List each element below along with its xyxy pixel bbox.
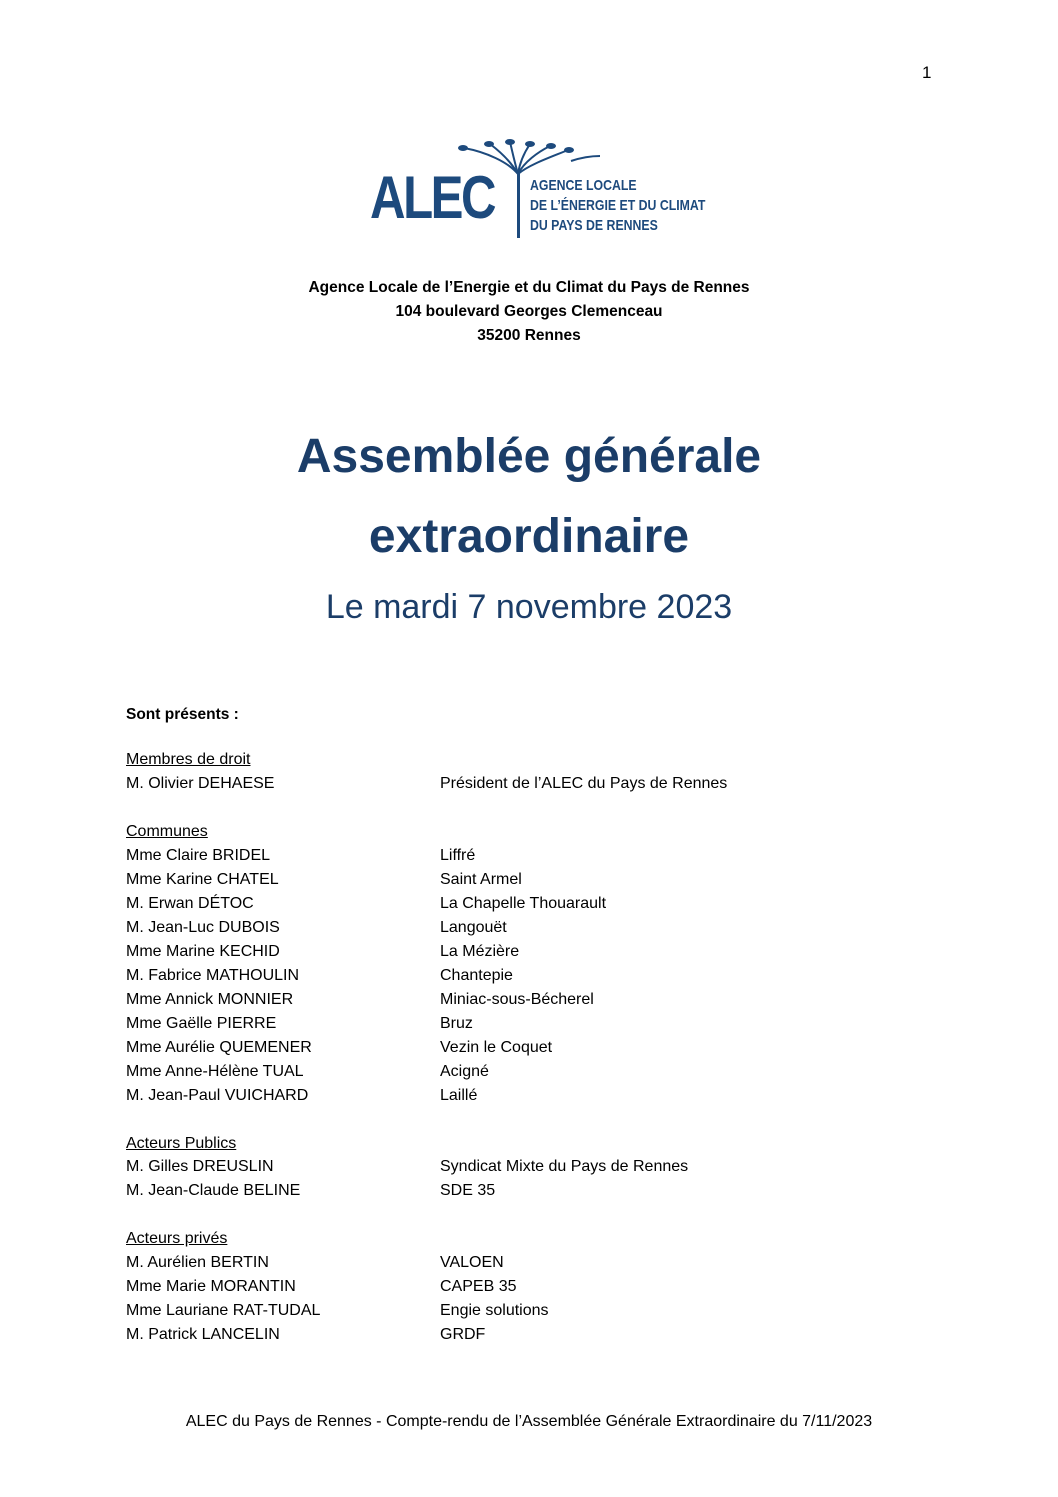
attendee-name: M. Fabrice MATHOULIN (126, 967, 300, 984)
page-number: 1 (922, 63, 932, 82)
attendee-name: Mme Gaëlle PIERRE (126, 1015, 277, 1032)
org-city: 35200 Rennes (477, 327, 581, 344)
page-title-line2: extraordinaire (368, 510, 690, 563)
attendee-name: M. Jean-Claude BELINE (126, 1182, 301, 1199)
attendee-role: GRDF (440, 1326, 486, 1343)
page-footer: ALEC du Pays de Rennes - Compte-rendu de l’Assemblée Générale Extraordinaire du 7/11/2023 (185, 1413, 873, 1430)
attendee-name: Mme Karine CHATEL (126, 871, 279, 888)
attendee-role: Saint Armel (440, 871, 522, 888)
section-title: Acteurs Publics (126, 1135, 237, 1152)
page-title-line1: Assemblée générale (296, 430, 762, 483)
attendee-role: SDE 35 (440, 1182, 496, 1199)
attendee-name: Mme Anne-Hélène TUAL (126, 1063, 304, 1080)
logo-line: DE L’ÉNERGIE ET DU CLIMAT (530, 197, 706, 214)
attendee-role: Langouët (440, 919, 507, 936)
attendee-role: Engie solutions (440, 1302, 549, 1319)
section-title: Membres de droit (126, 751, 251, 768)
logo-stem (517, 172, 520, 238)
attendee-role: La Chapelle Thouarault (440, 895, 607, 912)
attendee-name: Mme Aurélie QUEMENER (126, 1039, 312, 1056)
attendee-name: M. Olivier DEHAESE (126, 775, 275, 792)
attendee-role: La Mézière (440, 943, 520, 960)
attendee-role: Bruz (440, 1015, 473, 1032)
attendee-name: Mme Annick MONNIER (126, 991, 294, 1008)
attendee-role: Laillé (440, 1087, 478, 1104)
attendee-name: Mme Marine KECHID (126, 943, 280, 960)
section-title: Communes (126, 823, 208, 840)
attendee-name: M. Patrick LANCELIN (126, 1326, 280, 1343)
attendee-name: Mme Claire BRIDEL (126, 847, 271, 864)
logo-wordmark: ALEC (370, 164, 495, 231)
org-name: Agence Locale de l’Energie et du Climat du Pays de Rennes (308, 279, 750, 296)
attendee-role: Chantepie (440, 967, 513, 984)
attendee-name: M. Erwan DÉTOC (126, 895, 254, 912)
attendee-name: Mme Marie MORANTIN (126, 1278, 296, 1295)
alec-logo (368, 134, 706, 244)
logo-line: AGENCE LOCALE (530, 177, 637, 194)
section-title: Acteurs privés (126, 1230, 228, 1247)
logo-line: DU PAYS DE RENNES (530, 217, 658, 234)
attendee-role: Acigné (440, 1063, 489, 1080)
attendee-role: Syndicat Mixte du Pays de Rennes (440, 1158, 689, 1175)
attendee-role: Vezin le Coquet (440, 1039, 553, 1056)
attendee-name: M. Gilles DREUSLIN (126, 1158, 274, 1175)
attendee-name: M. Aurélien BERTIN (126, 1254, 269, 1271)
attendee-role: CAPEB 35 (440, 1278, 517, 1295)
attendee-role: VALOEN (440, 1254, 504, 1271)
attendee-role: Liffré (440, 847, 476, 864)
meeting-date: Le mardi 7 novembre 2023 (325, 588, 733, 626)
attendee-name: M. Jean-Paul VUICHARD (126, 1087, 309, 1104)
org-address: 104 boulevard Georges Clemenceau (395, 303, 663, 320)
attendance-heading: Sont présents : (126, 706, 239, 723)
attendee-role: Président de l’ALEC du Pays de Rennes (440, 775, 728, 792)
attendee-name: Mme Lauriane RAT-TUDAL (126, 1302, 321, 1319)
attendee-name: M. Jean-Luc DUBOIS (126, 919, 280, 936)
attendee-role: Miniac-sous-Bécherel (440, 991, 594, 1008)
